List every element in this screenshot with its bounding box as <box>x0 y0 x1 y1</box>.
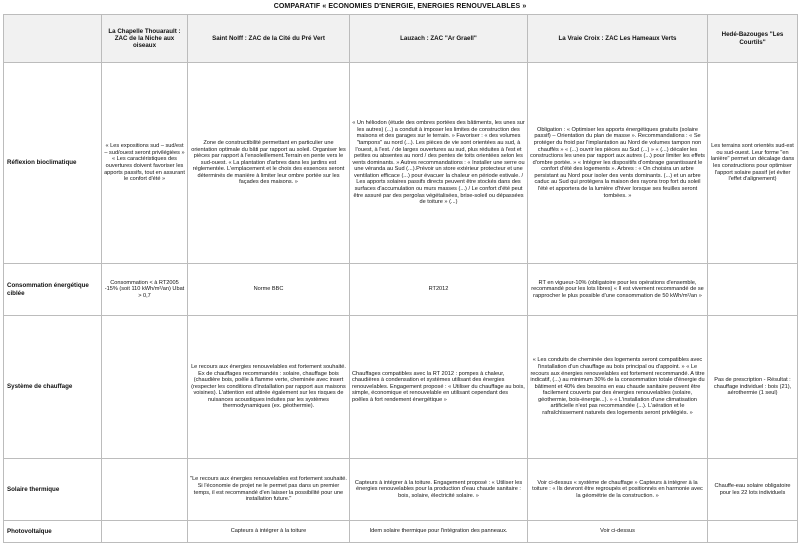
table-cell: Norme BBC <box>188 264 350 316</box>
table-cell: Capteurs à intégrer à la toiture. Engagement proposé : « Utiliser les énergies renouvelables pour la production d'eau chaude sanitaire : bois, solaire, électricité solaire. » <box>350 459 528 521</box>
table-cell: « Les conduits de cheminée des logements seront compatibles avec l'installation d'un chauffage au bois principal ou d'appoint. » « Le recours aux énergies renouvelables est fortement recommandé. A titre indicatif, (...) au minimum 30% de la consommation totale d'énergie du bâtiment et 40% des besoins en eau chaude sanitaire peuvent être facilement couverts par des énergies renouvelables (solaire, géothermie, bois-énergie...). » « L'installation d'une climatisation artificielle n'est pas recommandée (...). L'aération et le rafraîchissement naturels des logements seront privilégiés. » <box>528 316 708 459</box>
table-cell <box>708 521 798 543</box>
table-cell: Le recours aux énergies renouvelables est fortement souhaité. Ex de chauffages recommandés : solaire, chauffage bois (chaudière bois, poêle à flamme verte, cheminée avec insert (respecter les conditions d'installation par rapport aux maisons voisines). L'attention est attirée également sur les risques de nuisances acoustiques induites par les systèmes thermodynamiques (ex. géothermie). <box>188 316 350 459</box>
table-cell: « Les expositions sud – sud/est – sud/ouest seront privilégiées » « Les caractéristiques des ouvertures doivent favoriser les apports passifs, tout en assurant le confort d'été » <box>102 63 188 264</box>
table-cell <box>102 316 188 459</box>
header-corner <box>4 15 102 63</box>
column-header-hede-bazouges: Hedé-Bazouges "Les Courtils" <box>708 15 798 63</box>
table-cell: Voir ci-dessus « système de chauffage » Capteurs à intégrer à la toiture : « Ils devront être regroupés et positionnés en harmonie avec la géométrie de la construction. » <box>528 459 708 521</box>
table-cell: Idem solaire thermique pour l'intégration des panneaux. <box>350 521 528 543</box>
table-row <box>4 459 798 521</box>
comparison-table <box>3 14 798 543</box>
table-cell <box>102 459 188 521</box>
row-label-photovoltaique: Photovoltaïque <box>4 521 102 543</box>
table-cell <box>102 521 188 543</box>
table-cell: Chauffages compatibles avec la RT 2012 : pompes à chaleur, chaudières à condensation et systèmes utilisant des énergies renouvelables. Engagement proposé : « Utiliser du chauffage au bois, simple, économique et renouvelable en utilisant cependant des poêles à fort rendement énergétique » <box>350 316 528 459</box>
table-cell: Consommation < à RT2005 -15% (soit 110 kWh/m²/an) Ubat > 0,7 <box>102 264 188 316</box>
page-title: COMPARATIF « ECONOMIES D'ENERGIE, ENERGIES RENOUVELABLES » <box>273 3 527 10</box>
table-cell: Zone de constructibilité permettant en particulier une orientation optimale du bâti par rapport au soleil. Organiser les pièces par rapport à l'ensoleillement.Terrain en pente vers le sud-ouest. « La plantation d'arbres dans les jardins est réglementée. L'emplacement et le choix des essences seront déterminés de manière à limiter leur ombre portée sur les façades des maisons. » <box>188 63 350 264</box>
table-cell: Pas de prescription - Résultat : chauffage individuel : bois (21), aérothermie (1 seul) <box>708 316 798 459</box>
column-header-lauzach: Lauzach : ZAC "Ar Graell" <box>350 15 528 63</box>
table-cell: "Le recours aux énergies renouvelables est fortement souhaité. Si l'économie de projet ne le permet pas dans un premier temps, il est recommandé d'en laisser la possibilité pour une installation future." <box>188 459 350 521</box>
table-cell: Chauffe-eau solaire obligatoire pour les 22 lots individuels <box>708 459 798 521</box>
table-cell: RT2012 <box>350 264 528 316</box>
column-header-la-chapelle: La Chapelle Thouarault : ZAC de la Niche aux oiseaux <box>102 15 188 63</box>
table-cell: Obligation : « Optimiser les apports énergétiques gratuits (solaire passif) – Orientation du plan de masse ». Recommandations : « Se protéger du froid par l'implantation au Nord de volumes tampon non chauffés » « (...) ouvrir les pièces au Sud (...) » « (...) décaler les constructions les unes par rapport aux autres (...) pour limiter les effets d'ombre portée. » « Intégrer les dispositifs d'ombrage garantissant le confort d'été des logements ». Arbres : « On choisira un arbre persistant au Nord pour isoler des vents dominants. (...) et un arbre caduc au Sud qui protégera la maison des rayons trop fort du soleil l'été et apportera de la lumière d'hiver lorsque ses feuilles seront tombées. » <box>528 63 708 264</box>
table-cell: Capteurs à intégrer à la toiture <box>188 521 350 543</box>
table-cell: Voir ci-dessus <box>528 521 708 543</box>
column-header-la-vraie-croix: La Vraie Croix : ZAC Les Hameaux Verts <box>528 15 708 63</box>
header-row <box>4 15 798 63</box>
table-row <box>4 316 798 459</box>
table-cell <box>708 264 798 316</box>
table-row <box>4 521 798 543</box>
row-label-systeme-chauffage: Système de chauffage <box>4 316 102 459</box>
row-label-consommation: Consommation énergétique ciblée <box>4 264 102 316</box>
table-row <box>4 264 798 316</box>
row-label-reflexion-bioclimatique: Réflexion bioclimatique <box>4 63 102 264</box>
table-cell: « Un héliodon (étude des ombres portées des bâtiments, les unes sur les autres) (...) a conduit à imposer les limites de construction des maisons et des garages sur le terrain. » Favoriser : « des volumes "tampons" au nord (...). Les pièces de vie sont orientées au sud, à l'ouest, à l'est. / de larges ouvertures au sud, plus réduites à l'est et petites ou absentes au nord / des pentes de toits orientées selon les vents dominants. » Autres recommandations : « Installer une serre ou une véranda au Sud (...).Prévoir un store extérieur protecteur et une ventilation efficace (...) pour évacuer la chaleur en période estivale. / Les apports solaires passifs directs peuvent être stockés dans des surfaces d'accumulation ou murs masses (...) / Le confort d'été peut être assuré par des pergolas végétalisées, brise-soleil ou dépassées de toiture » (...) <box>350 63 528 264</box>
table-row <box>4 63 798 264</box>
row-label-solaire-thermique: Solaire thermique <box>4 459 102 521</box>
column-header-saint-nolff: Saint Nolff : ZAC de la Cité du Pré Vert <box>188 15 350 63</box>
table-cell: RT en vigueur-10% (obligatoire pour les opérations d'ensemble, recommandé pour les lots libres) « Il est vivement recommandé de se rapprocher le plus possible d'une consommation de 50 kWh/m²/an » <box>528 264 708 316</box>
table-cell: Les terrains sont orientés sud-est ou sud-ouest. Leur forme "en lanière" permet un décalage dans les constructions pour optimiser l'apport solaire passif (et éviter l'effet d'alignement) <box>708 63 798 264</box>
